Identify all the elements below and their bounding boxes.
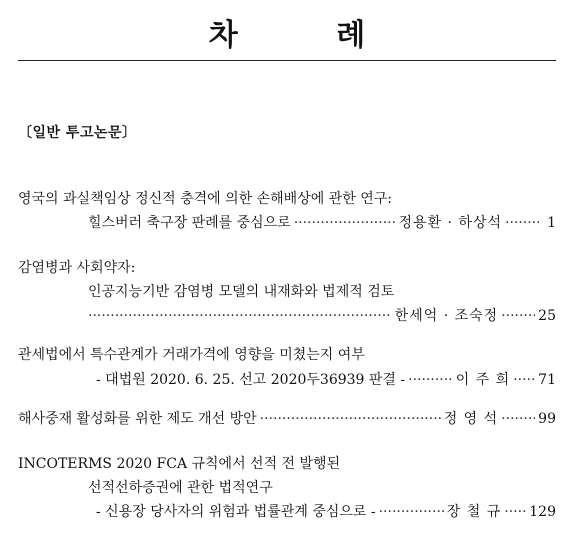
toc-entry-5-subtitle[interactable] [88, 477, 556, 499]
toc-entry-subtitle-text: 인공지능기반 감염병 모델의 내재화와 법제적 검토 [88, 284, 395, 300]
page-title: 차 례 [208, 18, 410, 53]
toc-entry-2-title[interactable] [18, 257, 556, 279]
toc-entry-subtitle-text: 선적선하증권에 관한 법적연구 [88, 480, 273, 496]
toc-entry-authors: 장 철 규 [446, 504, 502, 520]
dot-leader [505, 212, 539, 234]
toc-entry-title-text: 관세법에서 특수관계가 거래가격에 영향을 미쳤는지 여부 [18, 347, 365, 363]
toc-entry-subtitle-text: 힐스버러 축구장 판례를 중심으로 [88, 215, 291, 231]
toc-entry-5-subtitle-2[interactable] [96, 501, 556, 523]
toc-entry-page: 99 [538, 411, 556, 427]
toc-entry-2-leader-line[interactable] [88, 305, 556, 327]
dot-leader [379, 501, 444, 523]
dot-leader [501, 305, 535, 327]
title-divider [18, 60, 556, 61]
dot-leader [513, 369, 535, 391]
toc-entry-title-text: 감염병과 사회약자: [18, 260, 136, 276]
toc-entry-title-text: 영국의 과실책임상 정신적 충격에 의한 손해배상에 관한 연구: [18, 191, 392, 207]
toc-entry-3-subtitle[interactable] [96, 369, 556, 391]
toc-entry-authors: 정 영 석 [443, 411, 499, 427]
toc-entry-subtitle-text: - 대법원 2020. 6. 25. 선고 2020두36939 판결 - [96, 372, 406, 388]
section-heading: 〔일반 투고논문〕 [18, 125, 137, 141]
dot-leader [88, 305, 392, 327]
toc-entry-authors: 정용환 · 하상석 [398, 215, 502, 231]
dot-leader [504, 501, 526, 523]
toc-entry-subtitle-text: - 신용장 당사자의 위험과 법률관계 중심으로 - [96, 504, 376, 520]
dot-leader [294, 212, 396, 234]
dot-leader [260, 408, 441, 430]
toc-entry-title-text: INCOTERMS 2020 FCA 규칙에서 선적 전 발행된 [18, 456, 341, 472]
toc-entry-5-title[interactable] [18, 453, 556, 475]
toc-entry-authors: 이 주 희 [455, 372, 511, 388]
toc-entry-page: 1 [547, 215, 556, 231]
dot-leader [408, 369, 453, 391]
toc-entry-1-subtitle[interactable] [88, 212, 556, 234]
toc-entry-page: 25 [538, 308, 556, 324]
toc-entry-3-title[interactable] [18, 344, 556, 366]
dot-leader [501, 408, 535, 430]
toc-entry-title-text: 해사중재 활성화를 위한 제도 개선 방안 [18, 411, 257, 427]
toc-entry-1-title[interactable] [18, 188, 556, 210]
toc-entry-2-subtitle[interactable] [88, 281, 556, 303]
toc-entry-page: 129 [529, 504, 556, 520]
toc-entry-authors: 한세억 · 조숙정 [394, 308, 499, 324]
toc-entry-4[interactable] [18, 408, 556, 430]
toc-entry-page: 71 [538, 372, 556, 388]
